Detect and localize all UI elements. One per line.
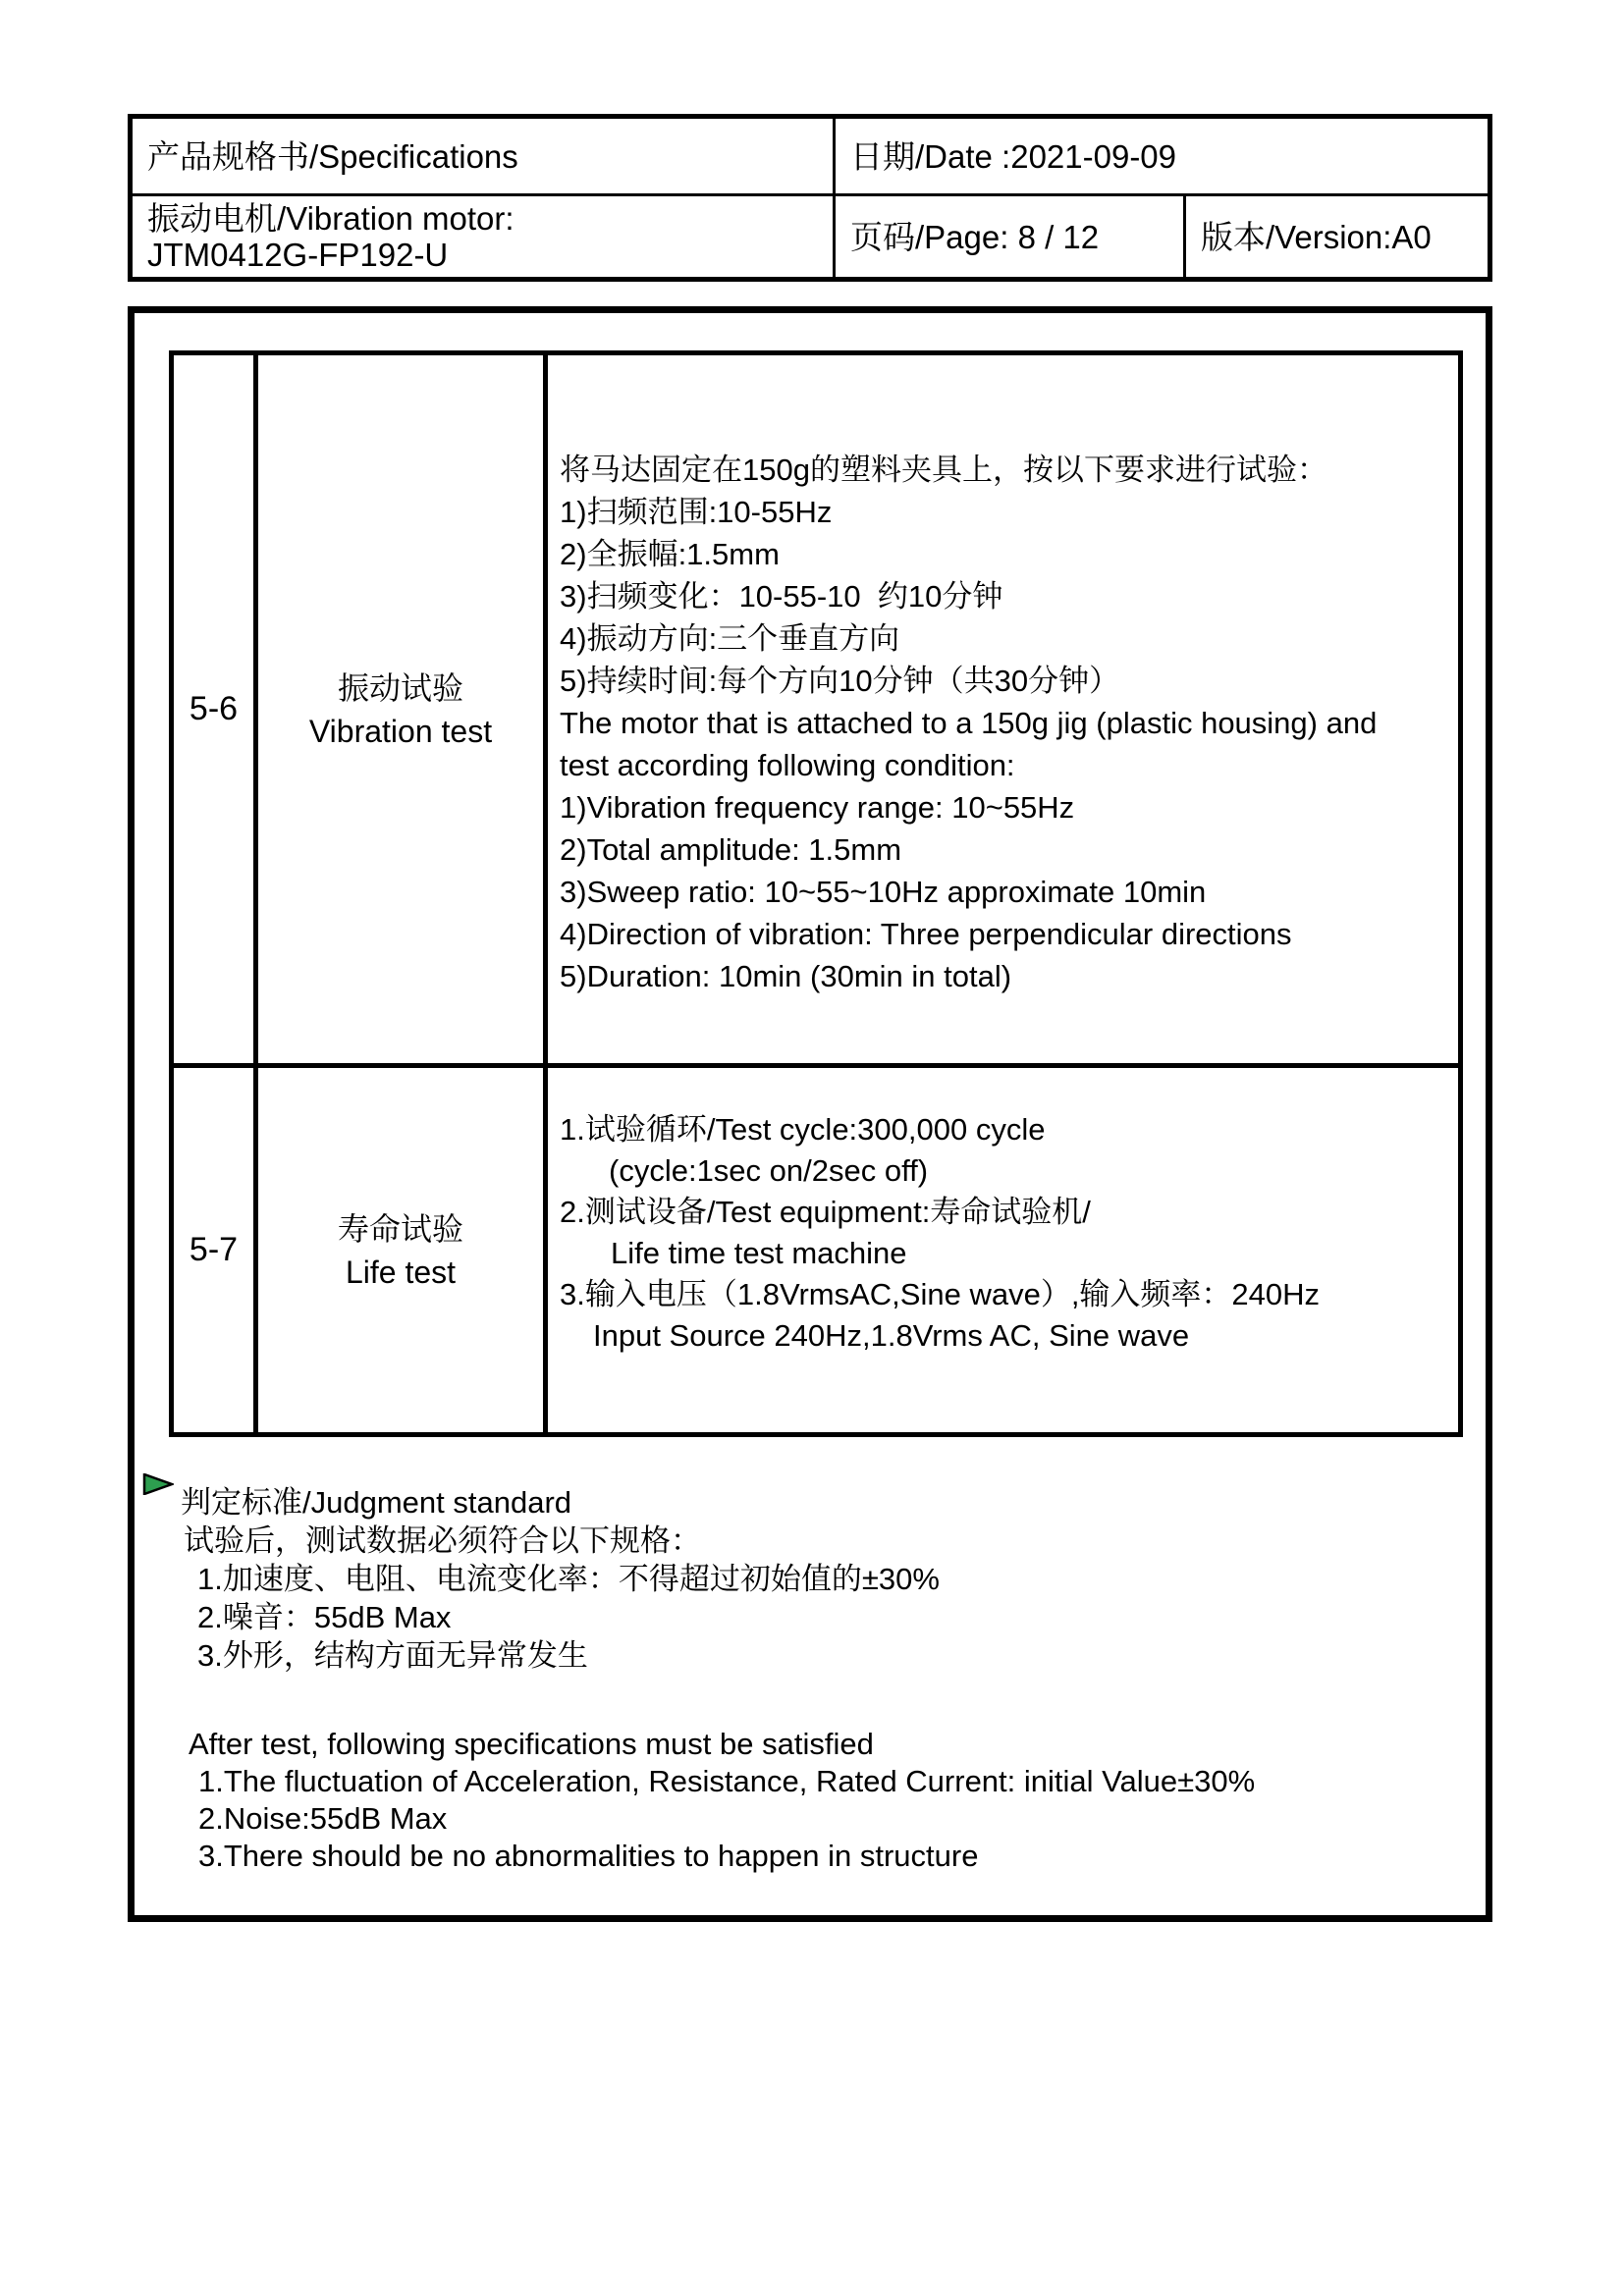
judgment-heading: 判定标准/Judgment standard: [181, 1485, 572, 1520]
judgment-items-cn: [181, 1560, 940, 1675]
test-name-cn: 振动试验: [337, 669, 463, 706]
page-number: 页码/Page: 8 / 12: [850, 218, 1100, 255]
description-line: 1)Vibration frequency range: 10~55Hz: [560, 790, 1075, 825]
header-table: [128, 114, 1492, 282]
judgment-intro-cn: 试验后，测试数据必须符合以下规格：: [184, 1523, 701, 1558]
test-name-en: Vibration test: [308, 713, 493, 749]
motor-title: 振动电机/Vibration motor:: [147, 200, 514, 237]
description-line: 2)Total amplitude: 1.5mm: [560, 832, 902, 867]
after-test-item: 1.The fluctuation of Acceleration, Resistance, Rated Current: initial Value±30%: [198, 1764, 1256, 1798]
test-name-en: Life test: [345, 1254, 457, 1290]
row-id: 5-7: [189, 1231, 239, 1268]
description-line: 4)Direction of vibration: Three perpendicular directions: [560, 917, 1292, 951]
description-line: (cycle:1sec on/2sec off): [609, 1153, 929, 1188]
after-test-section: [189, 1726, 1255, 1875]
date-cell: [836, 119, 1488, 196]
after-test-item: 3.There should be no abnormalities to happen in structure: [198, 1839, 979, 1873]
description-line: 1)扫频范围:10-55Hz: [560, 495, 833, 529]
after-test-item: 2.Noise:55dB Max: [198, 1801, 448, 1836]
description-line: The motor that is attached to a 150g jig (plastic housing) and: [560, 706, 1378, 740]
description-line: 1.试验循环/Test cycle:300,000 cycle: [560, 1112, 1046, 1147]
description-line: 5)持续时间:每个方向10分钟（共30分钟）: [560, 664, 1120, 698]
date-value: 日期/Date :2021-09-09: [850, 137, 1177, 175]
page-number-cell: [836, 196, 1186, 277]
row-id: 5-6: [189, 690, 239, 727]
description-line: 3)扫频变化：10-55-10 约10分钟: [560, 579, 1003, 614]
version-value: 版本/Version:A0: [1201, 218, 1432, 255]
after-test-intro: After test, following specifications must be satisfied: [189, 1727, 874, 1761]
motor-model-number: JTM0412G-FP192-U: [147, 237, 449, 273]
after-test-items: [189, 1763, 1255, 1875]
row-5-6-description-cell: [548, 355, 1458, 1068]
row-5-6-name-cell: [258, 355, 548, 1068]
version-cell: [1186, 196, 1488, 277]
description-line: test according following condition:: [560, 748, 1015, 782]
test-table: [169, 350, 1463, 1437]
row-5-7-description-cell: [548, 1068, 1458, 1432]
description-line: Input Source 240Hz,1.8Vrms AC, Sine wave: [593, 1318, 1190, 1353]
description-line: 3.输入电压（1.8VrmsAC,Sine wave）,输入频率：240Hz: [560, 1277, 1321, 1311]
description-line: 5)Duration: 10min (30min in total): [560, 959, 1012, 993]
header-row-1: [133, 119, 1488, 196]
judgment-item-cn: 3.外形，结构方面无异常发生: [197, 1638, 588, 1673]
row-5-7-id-cell: [174, 1068, 258, 1432]
row-5-7-name-cell: [258, 1068, 548, 1432]
header-row-2: [133, 196, 1488, 277]
description-line: 2)全振幅:1.5mm: [560, 537, 780, 571]
description-line: Life time test machine: [611, 1236, 907, 1270]
description-line: 3)Sweep ratio: 10~55~10Hz approximate 10min: [560, 875, 1207, 909]
product-title-cell: [133, 119, 836, 196]
description-line: 2.测试设备/Test equipment:寿命试验机/: [560, 1195, 1091, 1229]
judgment-item-cn: 1.加速度、电阻、电流变化率：不得超过初始值的±30%: [197, 1562, 940, 1596]
test-name-cn: 寿命试验: [337, 1210, 463, 1247]
judgment-item-cn: 2.噪音：55dB Max: [197, 1600, 452, 1634]
description-line: 将马达固定在150g的塑料夹具上，按以下要求进行试验：: [560, 453, 1327, 487]
motor-model-cell: [133, 196, 836, 277]
row-5-6-id-cell: [174, 355, 258, 1068]
product-title: 产品规格书/Specifications: [147, 137, 518, 175]
judgment-standard-section: [181, 1483, 940, 1675]
description-line: 4)振动方向:三个垂直方向: [560, 621, 900, 656]
green-flag-triangle-icon: [142, 1473, 174, 1495]
